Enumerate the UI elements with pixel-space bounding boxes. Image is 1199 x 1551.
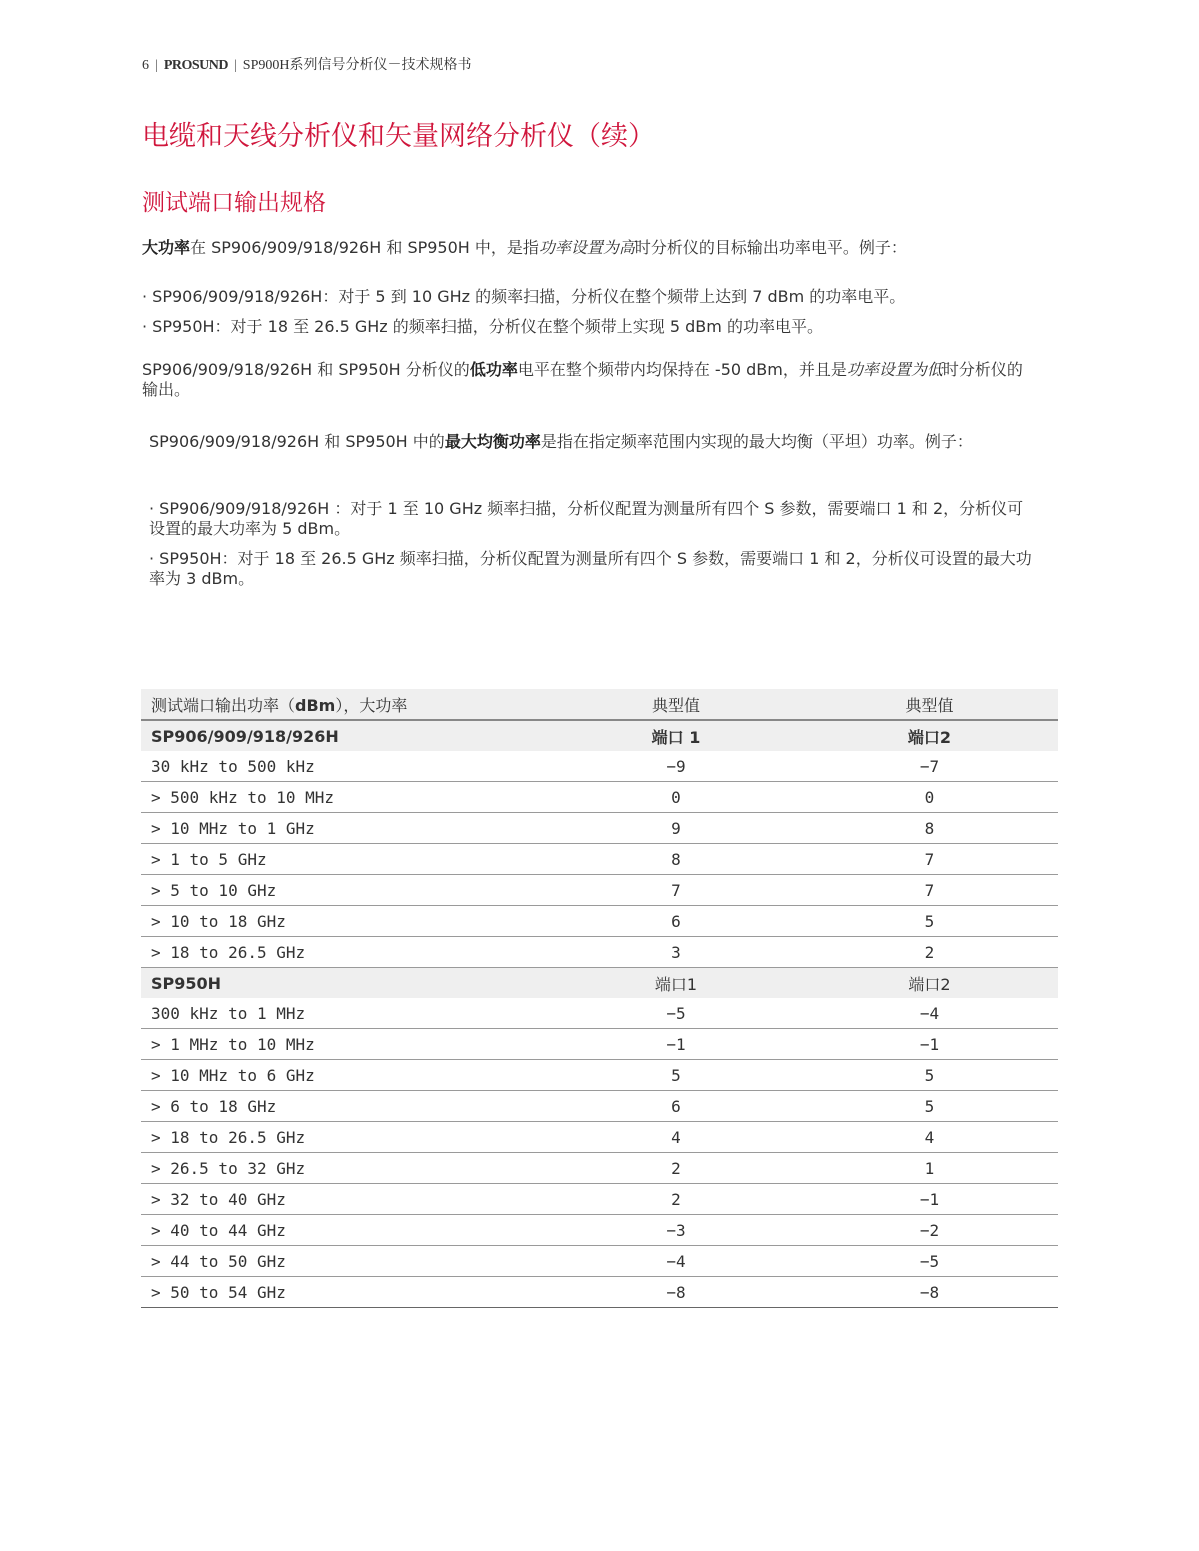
table-row bbox=[141, 937, 1058, 968]
power-value-cell: 8 bbox=[801, 813, 1058, 844]
power-value-cell: −9 bbox=[551, 751, 801, 782]
frequency-range-cell: > 6 to 18 GHz bbox=[141, 1091, 551, 1122]
power-value-cell: −1 bbox=[801, 1184, 1058, 1215]
power-value-cell: 7 bbox=[801, 875, 1058, 906]
term-max-leveled-power: 最大均衡功率 bbox=[444, 432, 541, 451]
table-row bbox=[141, 751, 1058, 782]
power-value-cell: −3 bbox=[551, 1215, 801, 1246]
frequency-range-cell: > 18 to 26.5 GHz bbox=[141, 937, 551, 968]
power-value-cell: 4 bbox=[801, 1122, 1058, 1153]
output-power-table bbox=[141, 689, 1058, 1308]
table-header-row bbox=[141, 689, 1058, 720]
power-value-cell: 7 bbox=[551, 875, 801, 906]
page-header: 6 | PROSUND | SP900H系列信号分析仪－技术规格书 bbox=[142, 58, 472, 73]
power-value-cell: −7 bbox=[801, 751, 1058, 782]
frequency-range-cell: > 50 to 54 GHz bbox=[141, 1277, 551, 1308]
table-row bbox=[141, 813, 1058, 844]
power-value-cell: −8 bbox=[551, 1277, 801, 1308]
table-row bbox=[141, 1215, 1058, 1246]
page-number: 6 bbox=[142, 58, 149, 73]
bullet-item: · SP906/909/918/926H：对于 5 到 10 GHz 的频率扫描，分析仪在整个频带上达到 7 dBm 的功率电平。 bbox=[142, 287, 906, 306]
frequency-range-cell: > 32 to 40 GHz bbox=[141, 1184, 551, 1215]
document-title: SP900H系列信号分析仪－技术规格书 bbox=[242, 58, 472, 73]
power-value-cell: 6 bbox=[551, 1091, 801, 1122]
group-port-label: 端口2 bbox=[801, 720, 1058, 751]
frequency-range-cell: > 44 to 50 GHz bbox=[141, 1246, 551, 1277]
frequency-range-cell: 30 kHz to 500 kHz bbox=[141, 751, 551, 782]
frequency-range-cell: 300 kHz to 1 MHz bbox=[141, 998, 551, 1029]
term-high-power: 大功率 bbox=[142, 238, 191, 257]
frequency-range-cell: > 10 MHz to 1 GHz bbox=[141, 813, 551, 844]
table-group-row bbox=[141, 720, 1058, 751]
power-value-cell: 6 bbox=[551, 906, 801, 937]
power-value-cell: 9 bbox=[551, 813, 801, 844]
table-row bbox=[141, 906, 1058, 937]
table-row bbox=[141, 1277, 1058, 1308]
power-value-cell: −1 bbox=[801, 1029, 1058, 1060]
power-value-cell: 0 bbox=[801, 782, 1058, 813]
power-value-cell: 2 bbox=[551, 1184, 801, 1215]
table-row bbox=[141, 1091, 1058, 1122]
table-header-label: 测试端口输出功率（dBm），大功率 bbox=[141, 689, 551, 720]
power-value-cell: 1 bbox=[801, 1153, 1058, 1184]
frequency-range-cell: > 40 to 44 GHz bbox=[141, 1215, 551, 1246]
page-title: 电缆和天线分析仪和矢量网络分析仪（续） bbox=[142, 121, 655, 152]
table-row bbox=[141, 1184, 1058, 1215]
section-title: 测试端口输出规格 bbox=[142, 190, 326, 216]
paragraph-low-power: SP906/909/918/926H 和 SP950H 分析仪的低功率电平在整个频带内均保持在 -50 dBm，并且是功率设置为低时分析仪的输出。 bbox=[142, 360, 1023, 399]
power-value-cell: −4 bbox=[551, 1246, 801, 1277]
power-value-cell: 8 bbox=[551, 844, 801, 875]
table-row bbox=[141, 998, 1058, 1029]
table-row bbox=[141, 1122, 1058, 1153]
table-row bbox=[141, 1029, 1058, 1060]
table-row bbox=[141, 1153, 1058, 1184]
term-low-power: 低功率 bbox=[469, 360, 518, 379]
paragraph-high-power: 大功率在 SP906/909/918/926H 和 SP950H 中，是指功率设置为高时分析仪的目标输出功率电平。例子： bbox=[142, 238, 907, 257]
power-value-cell: −4 bbox=[801, 998, 1058, 1029]
power-value-cell: −5 bbox=[551, 998, 801, 1029]
brand-name: PROSUND bbox=[163, 58, 228, 73]
table-header-typical: 典型值 bbox=[801, 689, 1058, 720]
table-row bbox=[141, 844, 1058, 875]
table-row bbox=[141, 782, 1058, 813]
group-port-label: 端口 1 bbox=[551, 720, 801, 751]
bullet-item: · SP950H：对于 18 至 26.5 GHz 频率扫描，分析仪配置为测量所有四个 S 参数，需要端口 1 和 2，分析仪可设置的最大功率为 3 dBm。 bbox=[149, 549, 1032, 588]
power-value-cell: 2 bbox=[551, 1153, 801, 1184]
power-value-cell: 5 bbox=[551, 1060, 801, 1091]
power-value-cell: 5 bbox=[801, 1091, 1058, 1122]
frequency-range-cell: > 10 to 18 GHz bbox=[141, 906, 551, 937]
group-port-label: 端口1 bbox=[551, 968, 801, 999]
power-value-cell: 5 bbox=[801, 1060, 1058, 1091]
group-port-label: 端口2 bbox=[801, 968, 1058, 999]
bullet-item: · SP950H：对于 18 至 26.5 GHz 的频率扫描，分析仪在整个频带上实现 5 dBm 的功率电平。 bbox=[142, 317, 823, 336]
table-row bbox=[141, 1060, 1058, 1091]
frequency-range-cell: > 18 to 26.5 GHz bbox=[141, 1122, 551, 1153]
power-value-cell: 0 bbox=[551, 782, 801, 813]
power-value-cell: 2 bbox=[801, 937, 1058, 968]
frequency-range-cell: > 26.5 to 32 GHz bbox=[141, 1153, 551, 1184]
frequency-range-cell: > 500 kHz to 10 MHz bbox=[141, 782, 551, 813]
power-value-cell: −2 bbox=[801, 1215, 1058, 1246]
frequency-range-cell: > 5 to 10 GHz bbox=[141, 875, 551, 906]
group-model-name: SP906/909/918/926H bbox=[141, 720, 551, 751]
power-value-cell: 4 bbox=[551, 1122, 801, 1153]
frequency-range-cell: > 1 to 5 GHz bbox=[141, 844, 551, 875]
table-header-typical: 典型值 bbox=[551, 689, 801, 720]
power-value-cell: −8 bbox=[801, 1277, 1058, 1308]
table-row bbox=[141, 1246, 1058, 1277]
power-value-cell: −1 bbox=[551, 1029, 801, 1060]
frequency-range-cell: > 1 MHz to 10 MHz bbox=[141, 1029, 551, 1060]
group-model-name: SP950H bbox=[141, 968, 551, 999]
paragraph-max-leveled-power: SP906/909/918/926H 和 SP950H 中的最大均衡功率是指在指定频率范围内实现的最大均衡（平坦）功率。例子： bbox=[149, 432, 973, 451]
power-value-cell: 7 bbox=[801, 844, 1058, 875]
power-value-cell: 3 bbox=[551, 937, 801, 968]
power-value-cell: 5 bbox=[801, 906, 1058, 937]
table-group-row bbox=[141, 968, 1058, 999]
table-row bbox=[141, 875, 1058, 906]
frequency-range-cell: > 10 MHz to 6 GHz bbox=[141, 1060, 551, 1091]
bullet-item: · SP906/909/918/926H ：对于 1 至 10 GHz 频率扫描，分析仪配置为测量所有四个 S 参数，需要端口 1 和 2，分析仪可设置的最大功率为 5 dBm。 bbox=[149, 499, 1024, 538]
power-value-cell: −5 bbox=[801, 1246, 1058, 1277]
